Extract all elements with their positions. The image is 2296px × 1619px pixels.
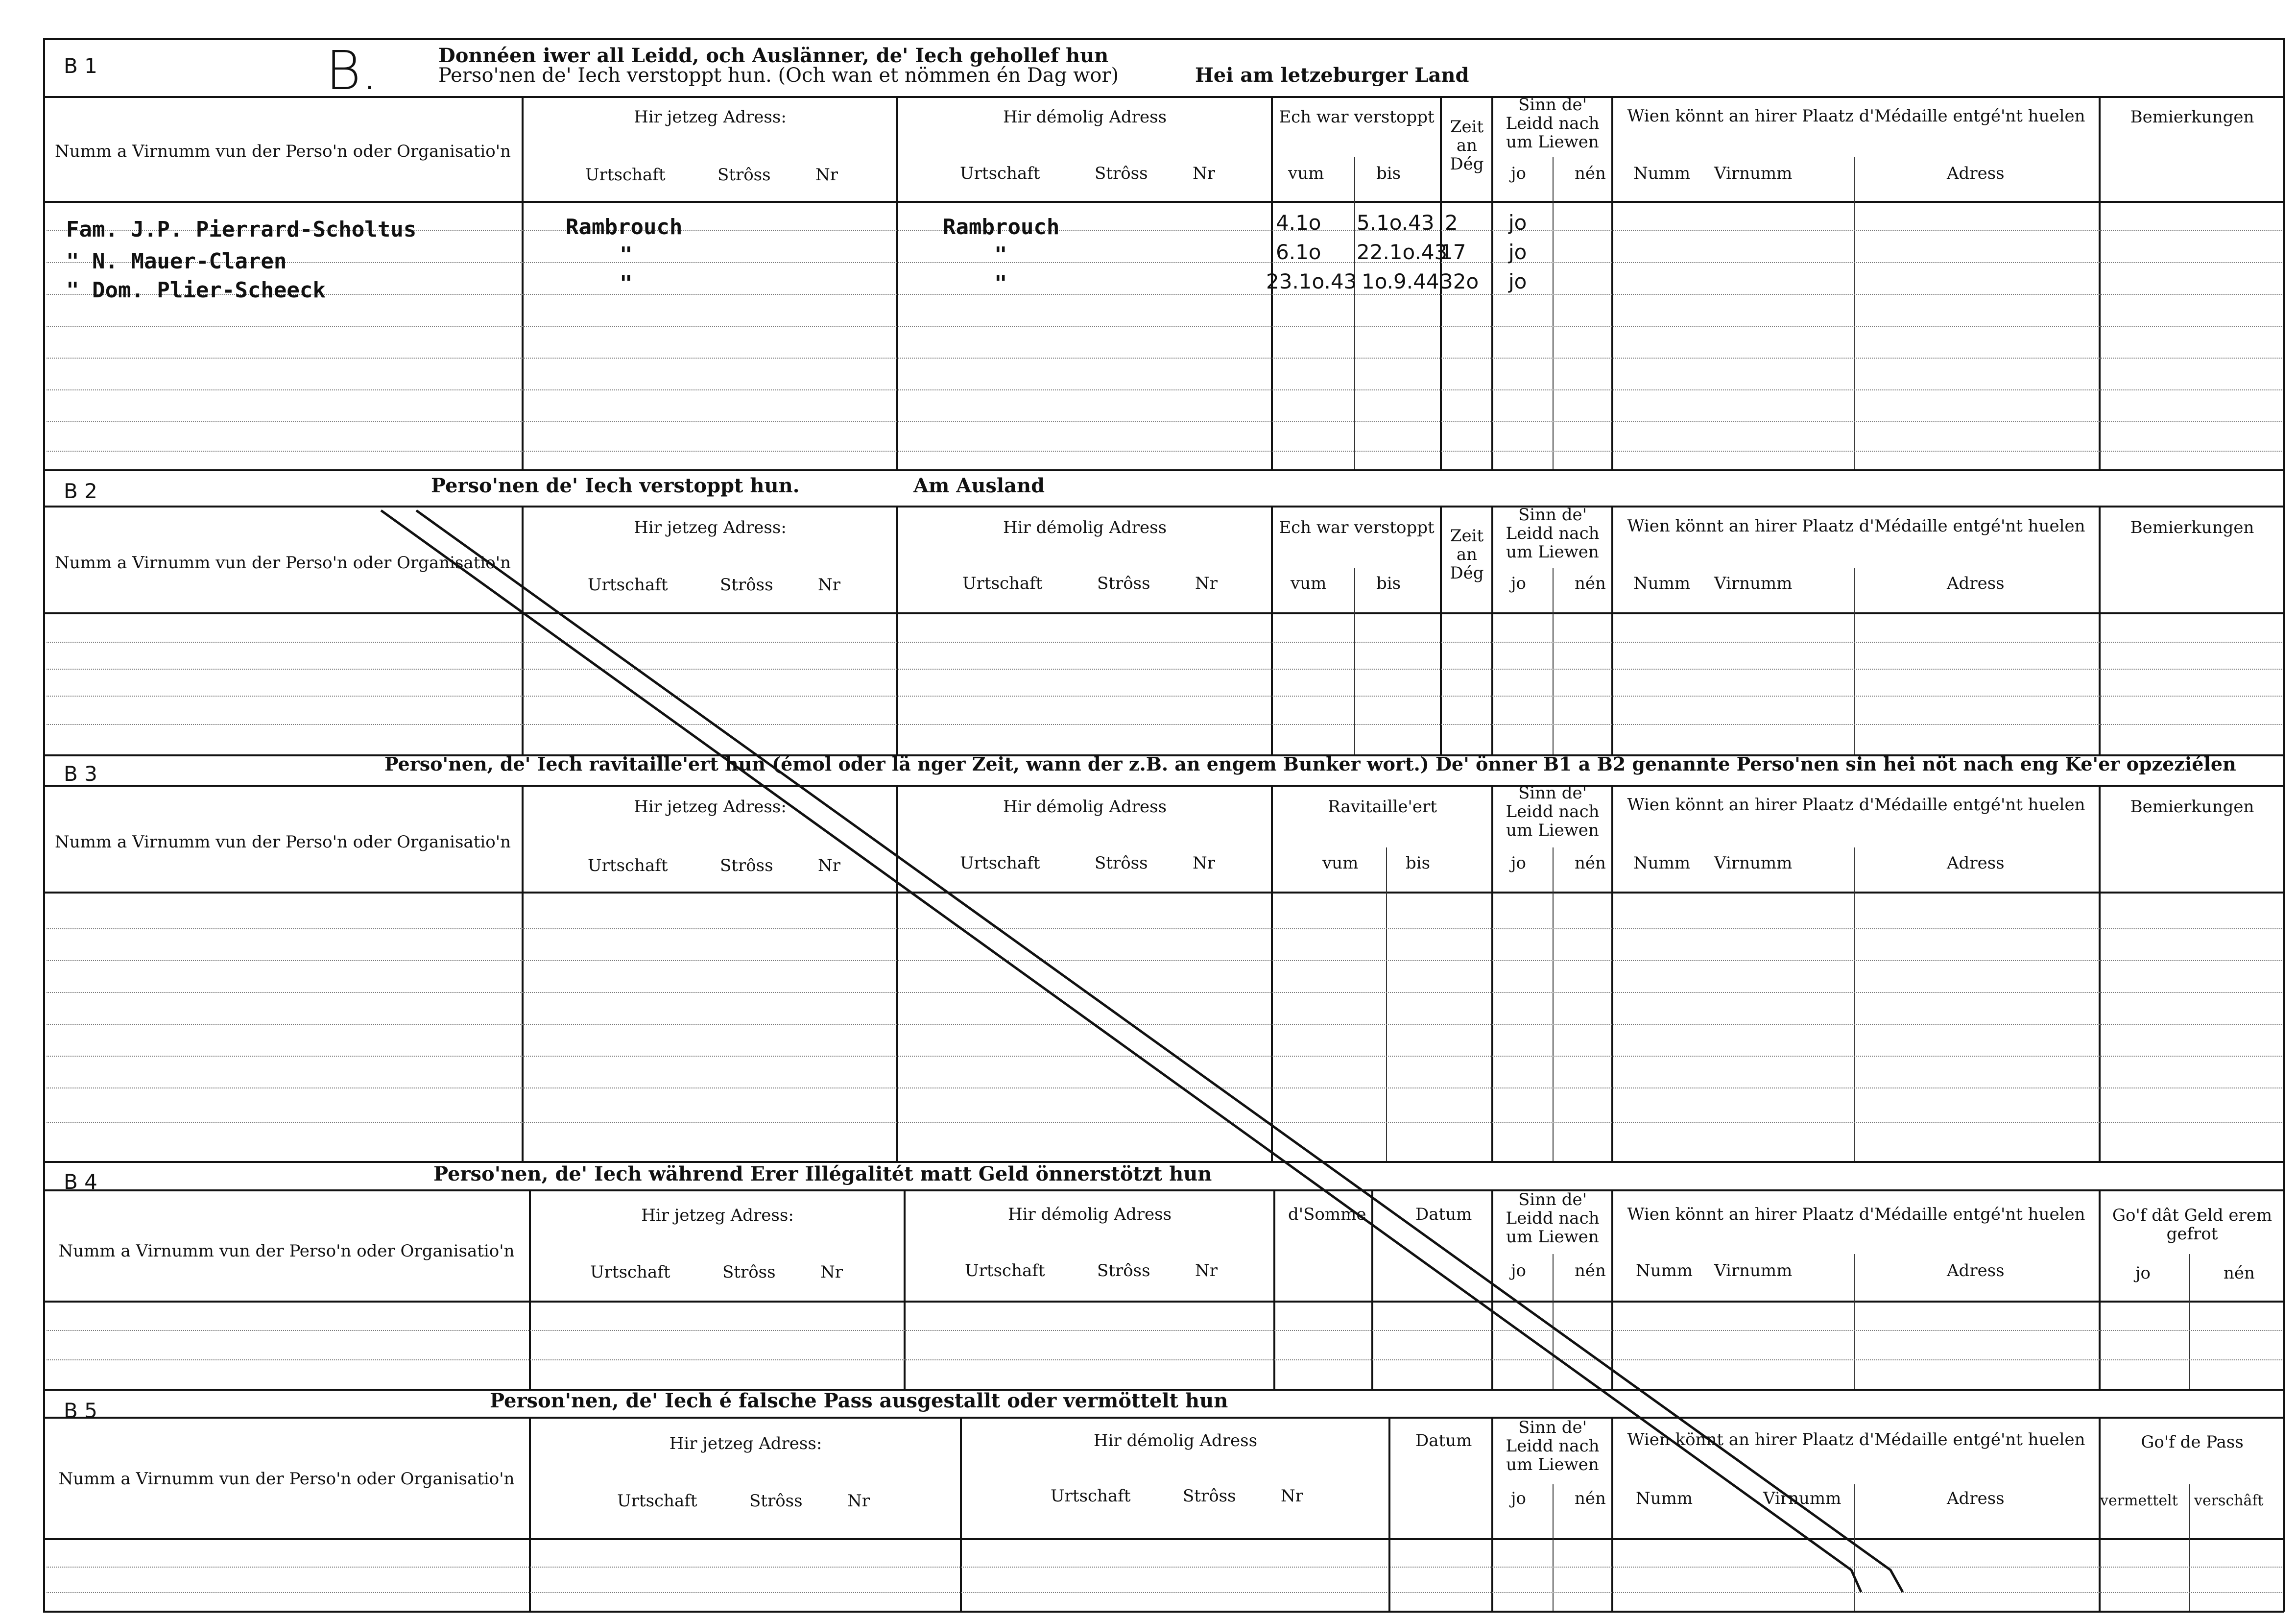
b4-jo: jo	[1511, 1261, 1527, 1281]
b4-given-header: Go'f dât Geld erem gefrot	[2112, 1206, 2272, 1244]
b1-row2-days: 17	[1440, 240, 1466, 264]
b2-nr: Nr	[818, 575, 841, 595]
b3-remarks-header: Bemierkungen	[2130, 797, 2254, 817]
b1-row3-name: " Dom. Plier-Scheeck	[66, 278, 326, 303]
b3-nr: Nr	[818, 856, 841, 875]
b4-nen: nén	[1575, 1261, 1606, 1281]
b4-urtschaft: Urtschaft	[590, 1262, 670, 1282]
b2-numm: Numm	[1633, 574, 1691, 593]
b3-ravit-header: Ravitaille'ert	[1328, 797, 1437, 817]
b3-virnumm: Virnumm	[1714, 853, 1793, 873]
b4-datum-header: Datum	[1415, 1205, 1472, 1224]
b2-urtschaft: Urtschaft	[588, 575, 668, 595]
b1-current-addr-header: Hir jetzeg Adress:	[634, 107, 787, 127]
b4-adress: Adress	[1947, 1261, 2005, 1281]
b2-vum: vum	[1291, 574, 1327, 593]
b5-label: B 5	[64, 1399, 97, 1423]
b2-jo: jo	[1511, 574, 1527, 593]
form-letter: B.	[326, 39, 378, 102]
b5-nr: Nr	[847, 1491, 870, 1511]
b1-virnumm: Virnumm	[1714, 164, 1793, 183]
b2-stross: Strôss	[720, 575, 773, 595]
b3-adress: Adress	[1947, 853, 2005, 873]
b1-prev-urtschaft: Urtschaft	[960, 164, 1040, 183]
b5-urtschaft: Urtschaft	[617, 1491, 697, 1511]
b1-row2-prev-town: "	[994, 242, 1007, 267]
b5-current-addr-header: Hir jetzeg Adress:	[669, 1434, 822, 1453]
b5-adress: Adress	[1947, 1489, 2005, 1508]
b1-jo: jo	[1511, 164, 1527, 183]
b1-row3-days: 32o	[1440, 269, 1479, 293]
b1-nen: nén	[1575, 164, 1606, 183]
b2-bis: bis	[1376, 574, 1401, 593]
b1-stross: Strôss	[718, 165, 771, 185]
b2-sinn-header: Sinn de' Leidd nach um Liewen	[1506, 505, 1600, 562]
b2-current-addr-header: Hir jetzeg Adress:	[634, 518, 787, 537]
b4-stross: Strôss	[722, 1262, 776, 1282]
b5-stross: Strôss	[749, 1491, 803, 1511]
b1-title-line1: Donnéen iwer all Leidd, och Auslänner, de' Iech gehollef hun	[438, 44, 1109, 67]
b4-nr: Nr	[820, 1262, 843, 1282]
b4-name-header: Numm a Virnumm vun der Perso'n oder Organisatio'n	[58, 1241, 515, 1261]
b2-adress: Adress	[1947, 574, 2005, 593]
b1-row1-to: 5.1o.43	[1357, 211, 1435, 235]
b4-given-jo: jo	[2135, 1263, 2151, 1283]
b5-sinn-header: Sinn de' Leidd nach um Liewen	[1506, 1418, 1600, 1474]
b5-medal-header: Wien könnt an hirer Plaatz d'Médaille entgé'nt huelen	[1627, 1430, 2085, 1450]
b3-stross: Strôss	[720, 856, 773, 875]
b1-prev-stross: Strôss	[1095, 164, 1148, 183]
b1-row1-name: Fam. J.P. Pierrard-Scholtus	[66, 217, 417, 242]
b3-urtschaft: Urtschaft	[588, 856, 668, 875]
b5-vermettelt: vermettelt	[2100, 1492, 2178, 1509]
b4-label: B 4	[64, 1170, 97, 1194]
b1-hidden-header: Ech war verstoppt	[1279, 107, 1435, 127]
b1-title-suffix: Hei am letzeburger Land	[1195, 64, 1469, 87]
b3-bis: bis	[1406, 853, 1431, 873]
b2-hidden-header: Ech war verstoppt	[1279, 518, 1435, 537]
b1-sinn-header: Sinn de' Leidd nach um Liewen	[1506, 95, 1600, 152]
b4-title: Perso'nen, de' Iech während Erer Illégalitét matt Geld önnerstötzt hun	[433, 1162, 1212, 1185]
b1-medal-header: Wien könnt an hirer Plaatz d'Médaille entgé'nt huelen	[1627, 106, 2085, 126]
b1-label: B 1	[64, 54, 97, 78]
b1-row3-from: 23.1o.43	[1266, 269, 1357, 293]
b2-remarks-header: Bemierkungen	[2130, 518, 2254, 537]
b2-title-suffix: Am Ausland	[913, 474, 1045, 497]
b1-numm: Numm	[1633, 164, 1691, 183]
b2-name-header: Numm a Virnumm vun der Perso'n oder Organisatio'n	[55, 553, 511, 573]
b2-prev-stross: Strôss	[1097, 574, 1150, 593]
b5-prev-addr-header: Hir démolig Adress	[1093, 1431, 1258, 1450]
b1-name-header: Numm a Virnumm vun der Perso'n oder Organisatio'n	[55, 142, 511, 161]
b1-row2-current-town: "	[620, 242, 633, 267]
b1-remarks-header: Bemierkungen	[2130, 107, 2254, 127]
b4-numm: Numm	[1636, 1261, 1693, 1281]
b4-current-addr-header: Hir jetzeg Adress:	[641, 1206, 794, 1225]
b5-name-header: Numm a Virnumm vun der Perso'n oder Organisatio'n	[58, 1469, 515, 1489]
b1-nr: Nr	[815, 165, 838, 185]
b5-pass-header: Go'f de Pass	[2141, 1432, 2244, 1452]
b4-given-nen: nén	[2224, 1263, 2255, 1283]
b1-urtschaft: Urtschaft	[585, 165, 666, 185]
b3-medal-header: Wien könnt an hirer Plaatz d'Médaille entgé'nt huelen	[1627, 795, 2085, 815]
b5-verschaft: verschâft	[2194, 1492, 2264, 1509]
b5-jo: jo	[1511, 1489, 1527, 1508]
b3-name-header: Numm a Virnumm vun der Perso'n oder Organisatio'n	[55, 832, 511, 852]
b1-title-line2: Perso'nen de' Iech verstoppt hun. (Och wan et nömmen én Dag wor)	[438, 64, 1119, 87]
b2-medal-header: Wien könnt an hirer Plaatz d'Médaille entgé'nt huelen	[1627, 516, 2085, 536]
b2-prev-addr-header: Hir démolig Adress	[1003, 518, 1167, 537]
b4-virnumm: Virnumm	[1714, 1261, 1793, 1281]
b1-row3-current-town: "	[620, 271, 633, 296]
b3-vum: vum	[1322, 853, 1359, 873]
b4-somme-header: d'Somme	[1288, 1205, 1366, 1224]
b3-prev-nr: Nr	[1193, 853, 1216, 873]
b1-row1-from: 4.1o	[1276, 211, 1321, 235]
b5-virnumm: Virnumm	[1763, 1489, 1842, 1508]
b5-datum-header: Datum	[1415, 1431, 1472, 1450]
b2-days-header: Zeit an Dég	[1450, 526, 1484, 583]
b1-row2-from: 6.1o	[1276, 240, 1321, 264]
b1-row2-name: " N. Mauer-Claren	[66, 249, 287, 274]
b2-prev-nr: Nr	[1195, 574, 1218, 593]
b1-bis: bis	[1376, 164, 1401, 183]
b1-row3-to: 1o.9.44	[1362, 269, 1439, 293]
b3-prev-addr-header: Hir démolig Adress	[1003, 797, 1167, 817]
b2-title: Perso'nen de' Iech verstoppt hun.	[431, 474, 800, 497]
b5-title: Person'nen, de' Iech é falsche Pass ausgestallt oder vermöttelt hun	[490, 1389, 1228, 1412]
b3-sinn-header: Sinn de' Leidd nach um Liewen	[1506, 783, 1600, 840]
b1-row1-answer: jo	[1508, 211, 1527, 235]
b4-sinn-header: Sinn de' Leidd nach um Liewen	[1506, 1190, 1600, 1247]
b2-virnumm: Virnumm	[1714, 574, 1793, 593]
b5-prev-stross: Strôss	[1183, 1486, 1236, 1506]
b3-current-addr-header: Hir jetzeg Adress:	[634, 797, 787, 817]
b2-prev-urtschaft: Urtschaft	[962, 574, 1043, 593]
b1-prev-nr: Nr	[1193, 164, 1216, 183]
b1-row2-answer: jo	[1508, 240, 1527, 264]
b4-prev-urtschaft: Urtschaft	[965, 1261, 1045, 1281]
b1-row1-days: 2	[1445, 211, 1458, 235]
b4-prev-addr-header: Hir démolig Adress	[1007, 1205, 1172, 1224]
b3-prev-urtschaft: Urtschaft	[960, 853, 1040, 873]
b5-prev-urtschaft: Urtschaft	[1051, 1486, 1131, 1506]
b3-label: B 3	[64, 762, 97, 786]
b1-row1-prev-town: Rambrouch	[943, 215, 1060, 240]
b3-jo: jo	[1511, 853, 1527, 873]
b2-nen: nén	[1575, 574, 1606, 593]
b4-prev-nr: Nr	[1195, 1261, 1218, 1281]
b3-prev-stross: Strôss	[1095, 853, 1148, 873]
b3-nen: nén	[1575, 853, 1606, 873]
b3-numm: Numm	[1633, 853, 1691, 873]
b5-numm: Numm	[1636, 1489, 1693, 1508]
b1-row3-answer: jo	[1508, 269, 1527, 293]
b1-days-header: Zeit an Dég	[1450, 117, 1484, 174]
b1-adress: Adress	[1947, 164, 2005, 183]
b1-vum: vum	[1288, 164, 1324, 183]
b5-prev-nr: Nr	[1281, 1486, 1304, 1506]
b3-title: Perso'nen, de' Iech ravitaille'ert hun (émol oder lä nger Zeit, wann der z.B. an engem Bunker wort.) De' önner B1 a B2 genannte Perso'nen sin hei nöt nach eng Ke'er opzeziélen	[384, 753, 2236, 775]
b1-row2-to: 22.1o.43	[1357, 240, 1448, 264]
b1-prev-addr-header: Hir démolig Adress	[1003, 107, 1167, 127]
b1-row1-current-town: Rambrouch	[566, 215, 683, 240]
b5-nen: nén	[1575, 1489, 1606, 1508]
b2-label: B 2	[64, 479, 97, 503]
b4-medal-header: Wien könnt an hirer Plaatz d'Médaille entgé'nt huelen	[1627, 1205, 2085, 1224]
b1-row3-prev-town: "	[994, 271, 1007, 296]
b4-prev-stross: Strôss	[1097, 1261, 1150, 1281]
